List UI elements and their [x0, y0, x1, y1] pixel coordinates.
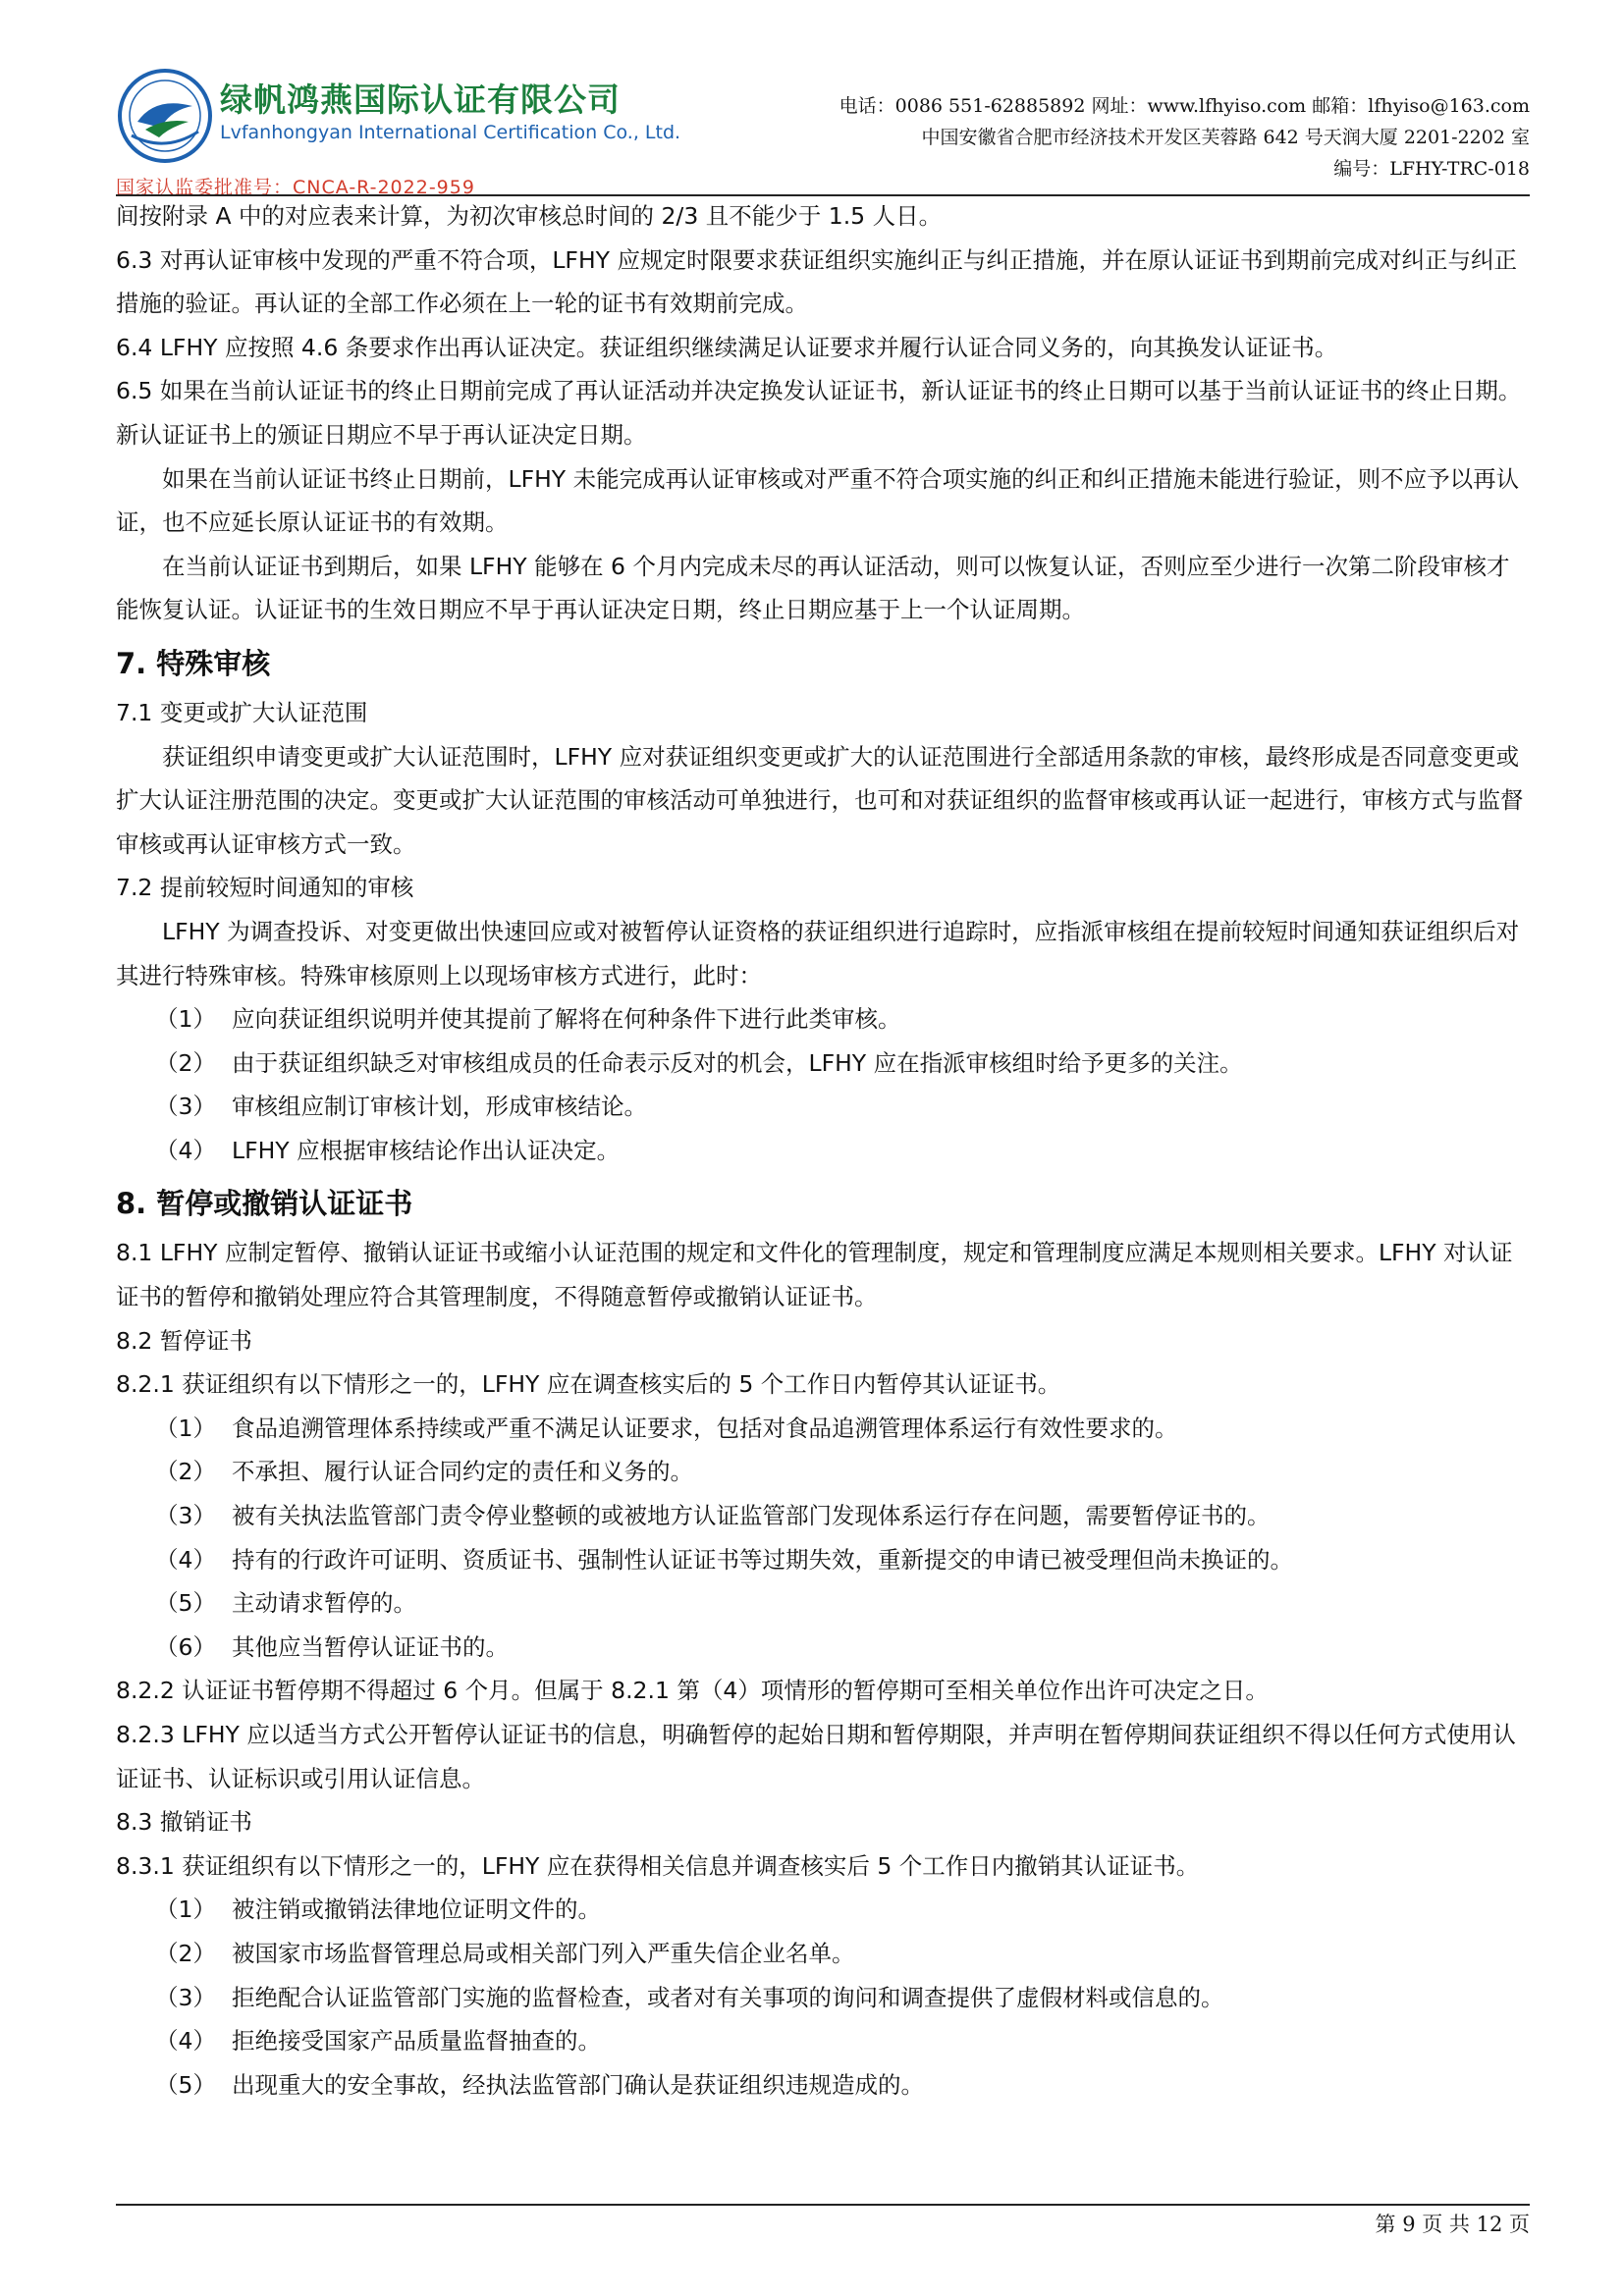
- contact-info: [839, 90, 1530, 185]
- subheading-7-2: 7.2 提前较短时间通知的审核: [116, 874, 414, 902]
- list-item: （1） 被注销或撤销法律地位证明文件的。: [155, 1896, 601, 1924]
- list-item: （3） 拒绝配合认证监管部门实施的监督检查，或者对有关事项的询问和调查提供了虚假材料或信息的。: [155, 1983, 1224, 2011]
- list-item: （1） 应向获证组织说明并使其提前了解将在何种条件下进行此类审核。: [155, 1005, 901, 1034]
- company-name-cn: 绿帆鸿燕国际认证有限公司: [220, 80, 621, 119]
- company-logo-icon: [116, 67, 214, 165]
- approval-number: 国家认监委批准号：CNCA-R-2022-959: [116, 177, 475, 198]
- subheading-7-1: 7.1 变更或扩大认证范围: [116, 698, 368, 726]
- list-8-3-1: [116, 1888, 1530, 2107]
- clause-8-2-1: 8.2.1 获证组织有以下情形之一的，LFHY 应在调查核实后的 5 个工作日内暂停其认证证书。: [116, 1370, 1061, 1399]
- contact-phone-web-email: 电话：0086 551-62885892 网址：www.lfhyiso.com 邮箱：lfhyiso@163.com: [839, 95, 1530, 117]
- clause-6-5-para-2: 如果在当前认证证书终止日期前，LFHY 未能完成再认证审核或对严重不符合项实施的纠正和纠正措施未能进行验证，则不应予以再认证，也不应延长原认证证书的有效期。: [116, 464, 1520, 537]
- list-item: （5） 出现重大的安全事故，经执法监管部门确认是获证组织违规造成的。: [155, 2070, 924, 2099]
- document-number: 编号：LFHY-TRC-018: [1333, 158, 1530, 180]
- section-heading-7: 7. 特殊审核: [116, 646, 271, 680]
- list-item: （4） 拒绝接受国家产品质量监督抽查的。: [155, 2027, 601, 2056]
- list-item: （3） 被有关执法监管部门责令停业整顿的或被地方认证监管部门发现体系运行存在问题，需要暂停证书的。: [155, 1502, 1271, 1530]
- contact-address: 中国安徽省合肥市经济技术开发区芙蓉路 642 号天润大厦 2201-2202 室: [921, 127, 1530, 148]
- list-item: （6） 其他应当暂停认证证书的。: [155, 1632, 509, 1661]
- document-body: [116, 194, 1530, 2107]
- list-item: （5） 主动请求暂停的。: [155, 1589, 416, 1618]
- subheading-8-3: 8.3 撤销证书: [116, 1808, 252, 1837]
- footer-divider: [116, 2204, 1530, 2206]
- clause-8-2-3: 8.2.3 LFHY 应以适当方式公开暂停认证证书的信息，明确暂停的起始日期和暂停期限，并声明在暂停期间获证组织不得以任何方式使用认证证书、认证标识或引用认证信息。: [116, 1721, 1516, 1792]
- clause-6-5: 6.5 如果在当前认证证书的终止日期前完成了再认证活动并决定换发认证证书，新认证证书的终止日期可以基于当前认证证书的终止日期。新认证证书上的颁证日期应不早于再认证决定日期。: [116, 377, 1522, 449]
- list-item: （4） LFHY 应根据审核结论作出认证决定。: [155, 1136, 621, 1164]
- list-item: （2） 不承担、履行认证合同约定的责任和义务的。: [155, 1458, 693, 1486]
- section-heading-8: 8. 暂停或撤销认证证书: [116, 1187, 413, 1221]
- company-name-en: Lvfanhongyan International Certification Co., Ltd.: [220, 122, 681, 143]
- clause-7-2-text: LFHY 为调查投诉、对变更做出快速回应或对被暂停认证资格的获证组织进行追踪时，应指派审核组在提前较短时间通知获证组织后对其进行特殊审核。特殊审核原则上以现场审核方式进行，此时：: [116, 917, 1520, 989]
- list-item: （4） 持有的行政许可证明、资质证书、强制性认证证书等过期失效，重新提交的申请已被受理但尚未换证的。: [155, 1545, 1293, 1574]
- list-item: （2） 由于获证组织缺乏对审核组成员的任命表示反对的机会，LFHY 应在指派审核组时给予更多的关注。: [155, 1048, 1243, 1077]
- clause-6-4: 6.4 LFHY 应按照 4.6 条要求作出再认证决定。获证组织继续满足认证要求并履行认证合同义务的，向其换发认证证书。: [116, 333, 1338, 361]
- list-item: （1） 食品追溯管理体系持续或严重不满足认证要求，包括对食品追溯管理体系运行有效性要求的。: [155, 1414, 1178, 1442]
- list-7-2: [116, 997, 1530, 1172]
- clause-8-3-1: 8.3.1 获证组织有以下情形之一的，LFHY 应在获得相关信息并调查核实后 5 个工作日内撤销其认证证书。: [116, 1851, 1200, 1880]
- clause-6-3: 6.3 对再认证审核中发现的严重不符合项，LFHY 应规定时限要求获证组织实施纠正与纠正措施，并在原认证证书到期前完成对纠正与纠正措施的验证。再认证的全部工作必须在上一轮的证书有效期前完成。: [116, 245, 1517, 318]
- clause-8-2-2: 8.2.2 认证证书暂停期不得超过 6 个月。但属于 8.2.1 第（4）项情形的暂停期可至相关单位作出许可决定之日。: [116, 1677, 1269, 1705]
- page-number: 第 9 页 共 12 页: [1375, 2213, 1530, 2236]
- clause-8-1: 8.1 LFHY 应制定暂停、撤销认证证书或缩小认证范围的规定和文件化的管理制度，规定和管理制度应满足本规则相关要求。LFHY 对认证证书的暂停和撤销处理应符合其管理制度，不得随意暂停或撤销认证证书。: [116, 1239, 1513, 1311]
- list-item: （3） 审核组应制订审核计划，形成审核结论。: [155, 1093, 647, 1121]
- paragraph-continued: 间按附录 A 中的对应表来计算，为初次审核总时间的 2/3 且不能少于 1.5 人日。: [116, 202, 943, 230]
- company-name-block: [220, 80, 680, 145]
- list-item: （2） 被国家市场监督管理总局或相关部门列入严重失信企业名单。: [155, 1939, 855, 1967]
- subheading-8-2: 8.2 暂停证书: [116, 1326, 252, 1355]
- clause-6-5-para-3: 在当前认证证书到期后，如果 LFHY 能够在 6 个月内完成未尽的再认证活动，则可以恢复认证，否则应至少进行一次第二阶段审核才能恢复认证。认证证书的生效日期应不早于再认证决定日期，终止日期应基于上一个认证周期。: [116, 552, 1510, 624]
- clause-7-1-text: 获证组织申请变更或扩大认证范围时，LFHY 应对获证组织变更或扩大的认证范围进行全部适用条款的审核，最终形成是否同意变更或扩大认证注册范围的决定。变更或扩大认证范围的审核活动可单独进行，也可和对获证组织的监督审核或再认证一起进行，审核方式与监督审核或再认证审核方式一致。: [116, 742, 1524, 858]
- page-header: [116, 67, 1530, 198]
- list-8-2-1: [116, 1407, 1530, 1670]
